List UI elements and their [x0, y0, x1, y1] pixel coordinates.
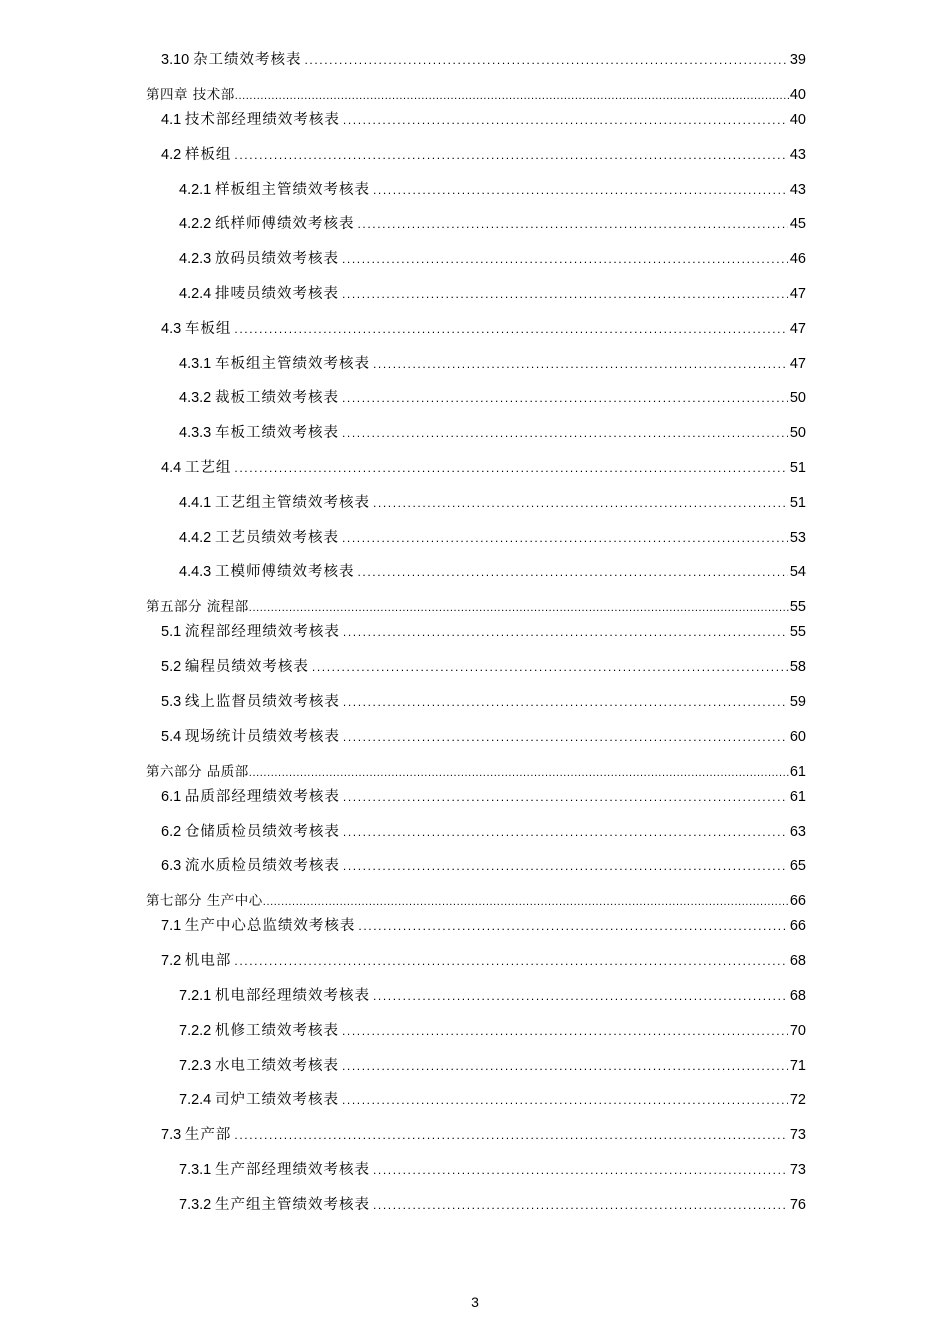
toc-entry-title: 第七部分 生产中心 — [146, 893, 263, 910]
toc-page-number: 66 — [789, 918, 806, 935]
toc-entry[interactable] — [161, 856, 806, 876]
toc-entry[interactable] — [179, 493, 806, 513]
toc-entry-title: 生产部经理绩效考核表 — [215, 1162, 370, 1178]
toc-dot-leader — [373, 1195, 788, 1215]
toc-entry-title: 杂工绩效考核表 — [192, 52, 302, 68]
toc-entry-number: 7.2.2 — [179, 1022, 212, 1039]
toc-entry-title: 流水质检员绩效考核表 — [184, 858, 340, 875]
toc-page-number: 45 — [789, 216, 806, 233]
toc-entry-title: 排唛员绩效考核表 — [215, 286, 339, 302]
toc-entry-number: 4.4.1 — [179, 494, 212, 511]
toc-entry-number: 5.1 — [161, 624, 182, 641]
toc-page-number: 43 — [789, 181, 806, 198]
toc-dot-leader — [234, 951, 787, 971]
toc-entry-number: 3.10 — [161, 52, 190, 68]
toc-entry[interactable] — [179, 1195, 806, 1215]
toc-entry[interactable] — [161, 1125, 806, 1145]
toc-entry-title: 纸样师傅绩效考核表 — [215, 216, 355, 233]
toc-page-number: 63 — [789, 823, 806, 840]
toc-page-number: 50 — [789, 390, 806, 407]
toc-entry-title: 机修工绩效考核表 — [215, 1022, 339, 1039]
toc-entry-title: 编程员绩效考核表 — [184, 659, 309, 676]
toc-page-number: 39 — [789, 52, 806, 68]
toc-entry-number: 5.3 — [161, 694, 182, 710]
toc-entry-title: 生产部 — [184, 1127, 232, 1144]
toc-page-number: 73 — [789, 1127, 806, 1144]
toc-dot-leader — [234, 458, 787, 478]
toc-page-number: 46 — [789, 251, 806, 268]
toc-entry-number: 7.3 — [161, 1127, 182, 1144]
toc-page-number: 71 — [789, 1057, 806, 1074]
toc-entry-title: 工艺员绩效考核表 — [215, 529, 339, 546]
toc-page-number: 61 — [789, 788, 806, 805]
toc-dot-leader — [343, 727, 788, 747]
toc-entry[interactable] — [161, 916, 806, 936]
toc-dot-leader — [342, 284, 788, 304]
toc-entry[interactable] — [179, 528, 806, 548]
toc-entry[interactable] — [179, 180, 806, 200]
toc-entry[interactable] — [161, 622, 806, 642]
toc-entry-title: 现场统计员绩效考核表 — [184, 728, 340, 745]
toc-entry-title: 仓储质检员绩效考核表 — [184, 823, 340, 840]
toc-entry-number: 4.2.3 — [179, 251, 212, 268]
toc-entry-number: 4.2.4 — [179, 286, 212, 302]
toc-dot-leader — [343, 692, 788, 712]
toc-entry-number: 4.4.2 — [179, 529, 212, 546]
toc-dot-leader — [373, 986, 788, 1006]
toc-entry[interactable] — [179, 1160, 806, 1180]
toc-page-number: 51 — [789, 494, 806, 511]
toc-entry-number: 4.1 — [161, 112, 182, 128]
toc-dot-leader — [373, 180, 788, 200]
toc-entry[interactable] — [179, 1090, 806, 1110]
toc-entry-title: 生产组主管绩效考核表 — [215, 1196, 370, 1213]
toc-entry-title: 第四章 技术部 — [146, 87, 235, 103]
toc-entry-title: 机电部经理绩效考核表 — [215, 988, 370, 1004]
toc-entry-number: 7.2 — [161, 953, 182, 970]
toc-dot-leader — [373, 1160, 788, 1180]
toc-page-number: 61 — [789, 763, 806, 780]
toc-entry[interactable] — [161, 110, 806, 130]
toc-dot-leader — [234, 1125, 787, 1145]
toc-chapter-entry[interactable] — [146, 762, 806, 783]
toc-entry[interactable] — [161, 50, 806, 70]
toc-dot-leader — [342, 528, 788, 548]
toc-page-number: 70 — [789, 1022, 806, 1039]
toc-entry-title: 样板组主管绩效考核表 — [215, 181, 370, 198]
toc-dot-leader — [342, 1021, 788, 1041]
toc-dot-leader — [343, 856, 788, 876]
toc-page-number: 43 — [789, 146, 806, 163]
toc-entry[interactable] — [161, 822, 806, 842]
toc-entry[interactable] — [179, 284, 806, 304]
toc-dot-leader — [358, 916, 787, 936]
toc-entry-title: 车板组主管绩效考核表 — [215, 355, 370, 372]
toc-dot-leader — [343, 622, 788, 642]
toc-page-number: 50 — [789, 425, 806, 442]
toc-page-number: 55 — [789, 624, 806, 641]
toc-dot-leader — [358, 562, 788, 582]
toc-dot-leader — [373, 354, 788, 374]
toc-entry[interactable] — [179, 562, 806, 582]
toc-page-number: 59 — [789, 694, 806, 710]
toc-entry-number: 7.2.3 — [179, 1057, 212, 1074]
toc-entry-number: 4.2.2 — [179, 216, 212, 233]
toc-dot-leader — [343, 110, 788, 130]
toc-entry[interactable] — [161, 692, 806, 712]
toc-dot-leader — [358, 214, 788, 234]
toc-entry[interactable] — [179, 249, 806, 269]
toc-dot-leader — [342, 388, 788, 408]
toc-dot-leader — [342, 423, 788, 443]
toc-dot-leader — [312, 657, 788, 677]
toc-entry-number: 4.3.2 — [179, 390, 212, 407]
toc-dot-leader — [249, 763, 790, 783]
toc-dot-leader — [234, 145, 787, 165]
toc-page-number: 40 — [789, 112, 806, 128]
toc-entry-number: 4.4.3 — [179, 564, 212, 581]
toc-chapter-entry[interactable] — [146, 891, 806, 912]
toc-entry-number: 4.2 — [161, 146, 182, 163]
toc-entry-title: 第六部分 品质部 — [146, 763, 249, 780]
toc-entry-title: 线上监督员绩效考核表 — [184, 694, 340, 710]
toc-entry-title: 第五部分 流程部 — [146, 599, 249, 616]
toc-entry[interactable] — [161, 145, 806, 165]
toc-entry-number: 4.3 — [161, 320, 182, 337]
toc-entry-number: 7.2.1 — [179, 988, 212, 1004]
toc-entry-number: 7.2.4 — [179, 1092, 212, 1109]
toc-dot-leader — [342, 249, 788, 269]
toc-entry[interactable] — [179, 388, 806, 408]
toc-entry[interactable] — [179, 354, 806, 374]
toc-entry-title: 水电工绩效考核表 — [215, 1057, 339, 1074]
toc-entry-number: 6.3 — [161, 858, 182, 875]
toc-page-number: 76 — [789, 1196, 806, 1213]
toc-page-number: 68 — [789, 988, 806, 1004]
toc-entry-title: 车板工绩效考核表 — [215, 425, 339, 442]
toc-entry-title: 工艺组主管绩效考核表 — [215, 494, 370, 511]
toc-page-number: 55 — [789, 599, 806, 616]
toc-entry[interactable] — [179, 1056, 806, 1076]
toc-entry[interactable] — [179, 986, 806, 1006]
toc-page-number: 54 — [789, 564, 806, 581]
toc-page-number: 58 — [789, 659, 806, 676]
toc-entry-title: 司炉工绩效考核表 — [215, 1092, 339, 1109]
toc-entry-title: 流程部经理绩效考核表 — [184, 624, 340, 641]
toc-page-number: 51 — [789, 460, 806, 476]
toc-page-number: 53 — [789, 529, 806, 546]
toc-entry-title: 工艺组 — [184, 460, 232, 476]
toc-dot-leader — [343, 822, 788, 842]
toc-page-number: 66 — [789, 893, 806, 910]
toc-dot-leader — [304, 50, 787, 70]
toc-chapter-entry[interactable] — [146, 85, 806, 106]
toc-entry-number: 5.4 — [161, 728, 182, 745]
toc-entry[interactable] — [179, 214, 806, 234]
toc-entry[interactable] — [161, 319, 806, 339]
toc-entry-number: 4.3.3 — [179, 425, 212, 442]
toc-page-number: 68 — [789, 953, 806, 970]
toc-entry-number: 4.2.1 — [179, 181, 212, 198]
toc-entry-title: 技术部经理绩效考核表 — [184, 112, 340, 128]
toc-entry-number: 7.3.1 — [179, 1162, 212, 1178]
toc-dot-leader — [263, 892, 790, 912]
toc-page-number: 47 — [789, 355, 806, 372]
toc-page-number: 40 — [789, 87, 806, 103]
toc-dot-leader — [234, 319, 787, 339]
page-number: 3 — [471, 1294, 479, 1310]
toc-dot-leader — [373, 493, 788, 513]
toc-entry-number: 5.2 — [161, 659, 182, 676]
toc-page-number: 65 — [789, 858, 806, 875]
toc-page-number: 72 — [789, 1092, 806, 1109]
toc-entry-title: 裁板工绩效考核表 — [215, 390, 339, 407]
toc-entry-number: 7.3.2 — [179, 1196, 212, 1213]
toc-page-number: 47 — [789, 320, 806, 337]
toc-entry-title: 放码员绩效考核表 — [215, 251, 339, 268]
toc-entry[interactable] — [179, 1021, 806, 1041]
toc-entry-title: 机电部 — [184, 953, 232, 970]
toc-entry-title: 工模师傅绩效考核表 — [215, 564, 355, 581]
toc-entry-number: 6.1 — [161, 788, 182, 805]
toc-entry[interactable] — [161, 458, 806, 478]
toc-entry[interactable] — [161, 727, 806, 747]
toc-chapter-entry[interactable] — [146, 597, 806, 618]
toc-page-number: 47 — [789, 286, 806, 302]
toc-page-number: 73 — [789, 1162, 806, 1178]
toc-page-number: 60 — [789, 728, 806, 745]
toc-entry-number: 4.3.1 — [179, 355, 212, 372]
toc-entry[interactable] — [161, 951, 806, 971]
toc-entry[interactable] — [161, 657, 806, 677]
toc-entry-number: 7.1 — [161, 918, 182, 935]
toc-entry-title: 车板组 — [184, 320, 232, 337]
toc-entry-number: 6.2 — [161, 823, 182, 840]
toc-entry-number: 4.4 — [161, 460, 182, 476]
toc-dot-leader — [342, 1056, 788, 1076]
toc-dot-leader — [342, 1090, 788, 1110]
toc-dot-leader — [343, 787, 788, 807]
toc-entry[interactable] — [179, 423, 806, 443]
toc-entry-title: 生产中心总监绩效考核表 — [184, 918, 356, 935]
toc-dot-leader — [235, 86, 790, 106]
toc-entry-title: 样板组 — [184, 146, 232, 163]
toc-dot-leader — [249, 598, 790, 618]
toc-entry[interactable] — [161, 787, 806, 807]
toc-entry-title: 品质部经理绩效考核表 — [184, 788, 340, 805]
